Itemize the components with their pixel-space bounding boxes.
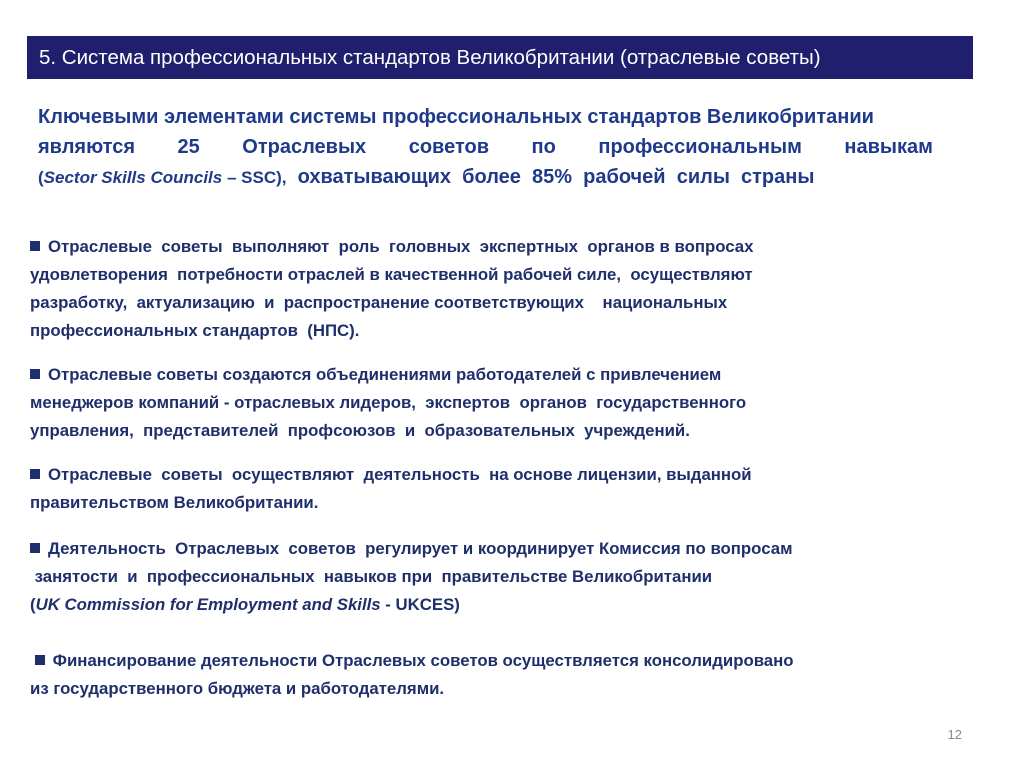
bullet-4-line-2: занятости и профессиональных навыков при правительстве Великобритании — [30, 567, 713, 586]
square-bullet-icon — [30, 543, 40, 553]
bullet-4-line-1 — [30, 535, 970, 563]
intro-word: являются — [38, 136, 135, 158]
bullet-3 — [30, 461, 970, 517]
bullet-1-line-2: удовлетворения потребности отраслей в качественной рабочей силе, осуществляют — [30, 265, 753, 284]
intro-line-3 — [38, 162, 968, 193]
bullet-2-line-3: управления, представителей профсоюзов и образовательных учреждений. — [30, 421, 690, 440]
slide-title: 5. Система профессиональных стандартов Великобритании (отраслевые советы) — [27, 36, 973, 79]
square-bullet-icon — [30, 469, 40, 479]
bullet-text: Финансирование деятельности Отраслевых советов осуществляется консолидировано — [52, 651, 794, 670]
square-bullet-icon — [35, 655, 45, 665]
bullet-3-line-2: правительством Великобритании. — [30, 493, 319, 512]
intro-word: советов — [408, 136, 489, 158]
intro-word: профессиональным — [598, 136, 802, 158]
bullet-2-line-2: менеджеров компаний - отраслевых лидеров, экспертов органов государственного — [30, 393, 747, 412]
ukces-abbr: - UKCES) — [380, 595, 460, 614]
intro-word: 25 — [177, 136, 200, 158]
intro-ssc-abbr: SSC — [241, 168, 277, 187]
ukces-english: UK Commission for Employment and Skills — [35, 595, 381, 614]
bullet-2-line-1 — [30, 361, 970, 389]
bullet-text: Отраслевые советы выполняют роль головных экспертных органов в вопросах — [48, 237, 754, 256]
intro-line-2 — [38, 132, 933, 162]
intro-word: по — [531, 136, 556, 158]
bullet-text: Деятельность Отраслевых советов регулирует и координирует Комиссия по вопросам — [48, 539, 793, 558]
bullet-1 — [30, 233, 970, 345]
bullet-1-line-3: разработку, актуализацию и распространение соответствующих национальных — [30, 293, 728, 312]
bullet-text: Отраслевые советы осуществляют деятельность на основе лицензии, выданной — [48, 465, 752, 484]
page-number: 12 — [947, 727, 962, 742]
bullet-5-line-1 — [30, 647, 970, 675]
intro-dash: – — [222, 168, 242, 187]
intro-paren-open: ( — [38, 168, 44, 187]
bullet-2 — [30, 361, 970, 445]
bullet-4-line-3 — [30, 591, 970, 619]
bullet-5 — [30, 647, 970, 703]
intro-line-1: Ключевыми элементами системы профессиональных стандартов Великобритании — [38, 106, 874, 128]
bullet-1-line-1 — [30, 233, 970, 261]
square-bullet-icon — [30, 369, 40, 379]
intro-word: навыкам — [844, 136, 933, 158]
bullet-5-line-2: из государственного бюджета и работодателями. — [30, 679, 445, 698]
intro-ssc-english: Sector Skills Councils — [43, 168, 223, 187]
bullet-text: Отраслевые советы создаются объединениями работодателей с привлечением — [48, 365, 722, 384]
intro-word: Отраслевых — [242, 136, 367, 158]
bullet-4 — [30, 535, 970, 619]
bullet-3-line-1 — [30, 461, 970, 489]
intro-paren-close: ), — [276, 168, 287, 187]
bullet-4-paren-open: ( — [30, 595, 36, 614]
square-bullet-icon — [30, 241, 40, 251]
bullet-1-line-4: профессиональных стандартов (НПС). — [30, 321, 360, 340]
intro-line-3-rest: охватывающих более 85% рабочей силы страны — [286, 166, 815, 188]
intro-paragraph — [38, 102, 968, 193]
